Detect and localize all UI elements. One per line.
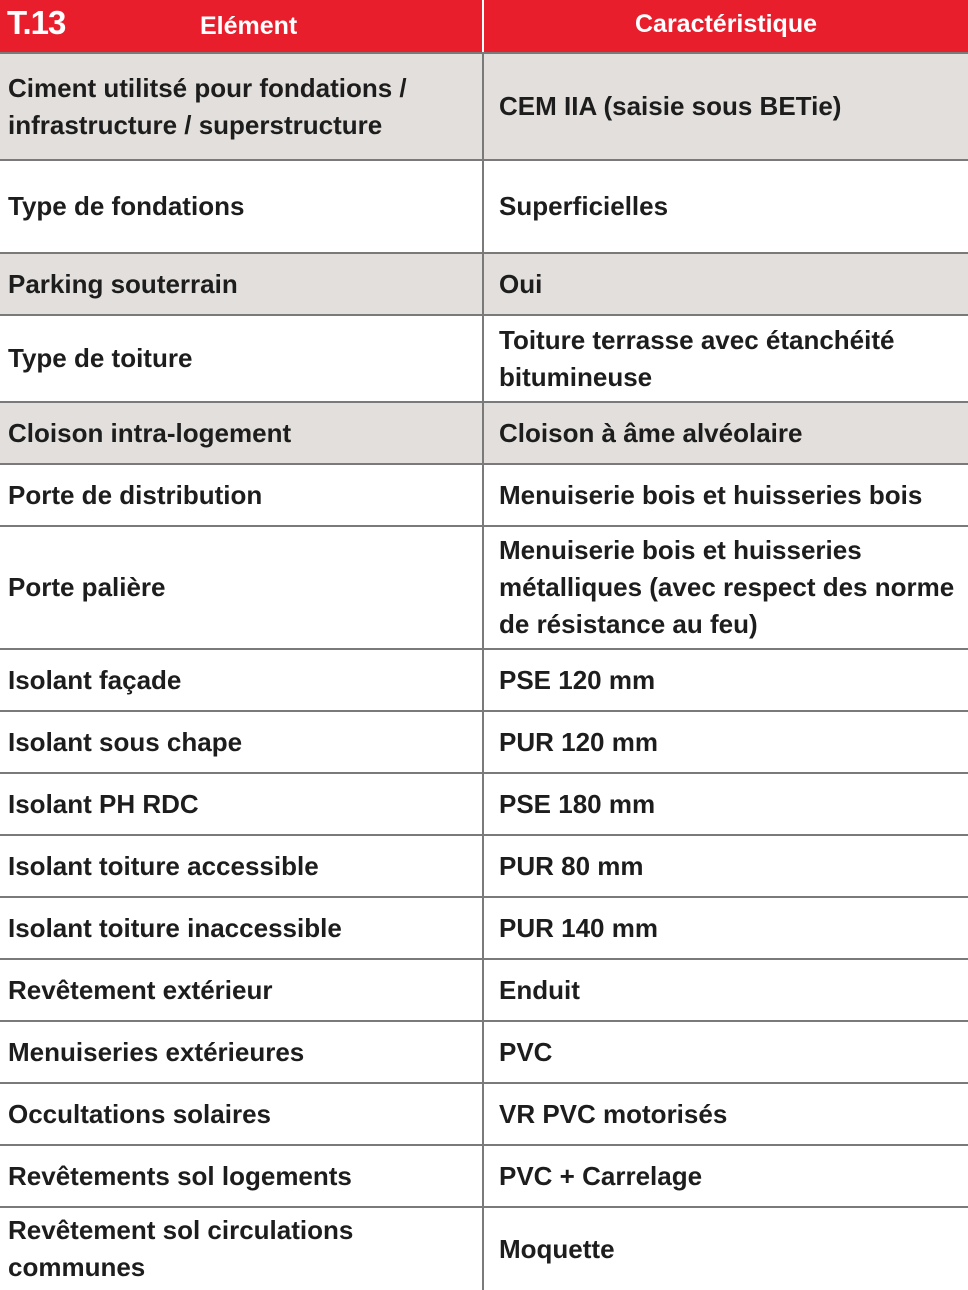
element-cell: Revêtement extérieur — [0, 960, 484, 1020]
element-cell: Isolant sous chape — [0, 712, 484, 772]
value-cell: PUR 80 mm — [499, 850, 644, 881]
element-cell: Isolant toiture inaccessible — [0, 898, 484, 958]
value-cell: Enduit — [499, 974, 580, 1005]
value-cell: Cloison à âme alvéolaire — [499, 417, 803, 448]
table-row — [0, 159, 968, 252]
element-cell: Ciment utilitsé pour fondations / infrastructure / superstructure — [0, 54, 484, 159]
value-cell: Moquette — [499, 1233, 615, 1264]
header-characteristic-label: Caractéristique — [634, 9, 818, 38]
table-row — [0, 1206, 968, 1290]
table-row — [0, 1082, 968, 1144]
element-cell: Cloison intra-logement — [0, 403, 484, 463]
element-cell: Isolant toiture accessible — [0, 836, 484, 896]
table-row — [0, 710, 968, 772]
header-element-column — [0, 0, 484, 52]
table-row — [0, 772, 968, 834]
table-row — [0, 252, 968, 314]
element-cell: Type de toiture — [0, 316, 484, 401]
element-cell: Revêtement sol circulations communes — [0, 1208, 484, 1290]
value-cell: PUR 140 mm — [499, 912, 658, 943]
value-cell: PVC + Carrelage — [499, 1160, 703, 1191]
value-cell: Menuiserie bois et huisseries métalliques (avec respect des norme de résistance au feu) — [499, 535, 955, 639]
table-row — [0, 896, 968, 958]
value-cell: PVC — [499, 1036, 553, 1067]
value-cell: PSE 120 mm — [499, 664, 656, 695]
table-row — [0, 1144, 968, 1206]
element-cell: Occultations solaires — [0, 1084, 484, 1144]
table-row — [0, 958, 968, 1020]
table-header — [0, 0, 968, 52]
element-cell: Porte palière — [0, 527, 484, 648]
element-cell: Porte de distribution — [0, 465, 484, 525]
value-cell: VR PVC motorisés — [499, 1098, 728, 1129]
value-cell: Toiture terrasse avec étanchéité bitumineuse — [499, 324, 895, 392]
value-cell: PUR 120 mm — [499, 726, 658, 757]
value-cell: PSE 180 mm — [499, 788, 656, 819]
table-row — [0, 1020, 968, 1082]
element-cell: Isolant façade — [0, 650, 484, 710]
value-cell: Superficielles — [499, 191, 669, 221]
element-cell: Menuiseries extérieures — [0, 1022, 484, 1082]
element-cell: Parking souterrain — [0, 254, 484, 314]
header-element-label: Elément — [200, 12, 298, 40]
table-row — [0, 314, 968, 401]
table-row — [0, 463, 968, 525]
value-cell: Oui — [499, 268, 543, 299]
element-cell: Type de fondations — [0, 161, 484, 252]
value-cell: CEM IIA (saisie sous BETie) — [499, 91, 842, 121]
table-row — [0, 52, 968, 159]
value-cell: Menuiserie bois et huisseries bois — [499, 479, 923, 510]
element-cell: Isolant PH RDC — [0, 774, 484, 834]
table-row — [0, 401, 968, 463]
table-tag: T.13 — [7, 4, 66, 41]
table-row — [0, 834, 968, 896]
element-cell: Revêtements sol logements — [0, 1146, 484, 1206]
table-row — [0, 525, 968, 648]
table-row — [0, 648, 968, 710]
